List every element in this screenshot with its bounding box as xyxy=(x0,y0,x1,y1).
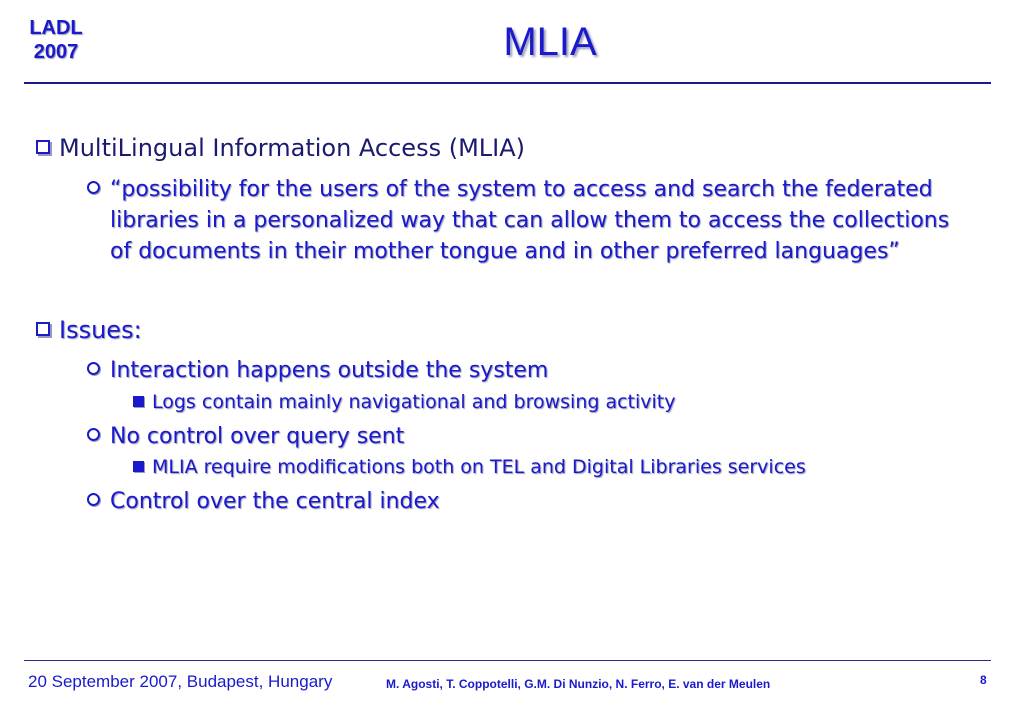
square-bullet-icon xyxy=(36,322,50,336)
issue-text: Control over the central index xyxy=(110,489,440,514)
issue-detail-text: MLIA require modifications both on TEL and Digital Libraries services xyxy=(152,456,806,478)
page-number: 8 xyxy=(980,673,987,687)
bullet-item-mlia xyxy=(36,133,525,163)
filled-square-bullet-icon xyxy=(133,396,144,407)
issue-detail xyxy=(133,455,806,479)
issue-text: Interaction happens outside the system xyxy=(110,358,549,383)
issue-detail-text: Logs contain mainly navigational and browsing activity xyxy=(152,391,676,413)
title-divider xyxy=(24,82,991,84)
issue-item xyxy=(87,421,967,452)
logo-line-1: LADL xyxy=(29,17,83,39)
bullet-text: MultiLingual Information Access (MLIA) xyxy=(59,134,526,162)
bullet-item-issues xyxy=(36,315,142,345)
definition-quote: “possibility for the users of the system to access and search the federated libraries in a personalized way that can allow them to access the collections of documents in their mother tongue and in other preferred languages” xyxy=(110,177,950,264)
circle-bullet-icon xyxy=(87,362,100,375)
conference-logo xyxy=(18,16,94,64)
sub-bullet-item-definition xyxy=(87,174,965,267)
bullet-text: Issues: xyxy=(59,316,142,344)
square-bullet-icon xyxy=(36,140,50,154)
issue-detail xyxy=(133,390,676,414)
filled-square-bullet-icon xyxy=(133,461,144,472)
circle-bullet-icon xyxy=(87,493,100,506)
slide-title: MLIA xyxy=(503,20,597,64)
logo-line-2: 2007 xyxy=(33,41,79,63)
footer-divider xyxy=(24,660,991,661)
circle-bullet-icon xyxy=(87,428,100,441)
issue-item xyxy=(87,486,967,517)
footer-date-location: 20 September 2007, Budapest, Hungary xyxy=(28,672,333,691)
footer-authors: M. Agosti, T. Coppotelli, G.M. Di Nunzio, N. Ferro, E. van der Meulen xyxy=(386,677,771,691)
issue-item xyxy=(87,355,967,386)
circle-bullet-icon xyxy=(87,181,100,194)
issue-text: No control over query sent xyxy=(110,424,405,449)
